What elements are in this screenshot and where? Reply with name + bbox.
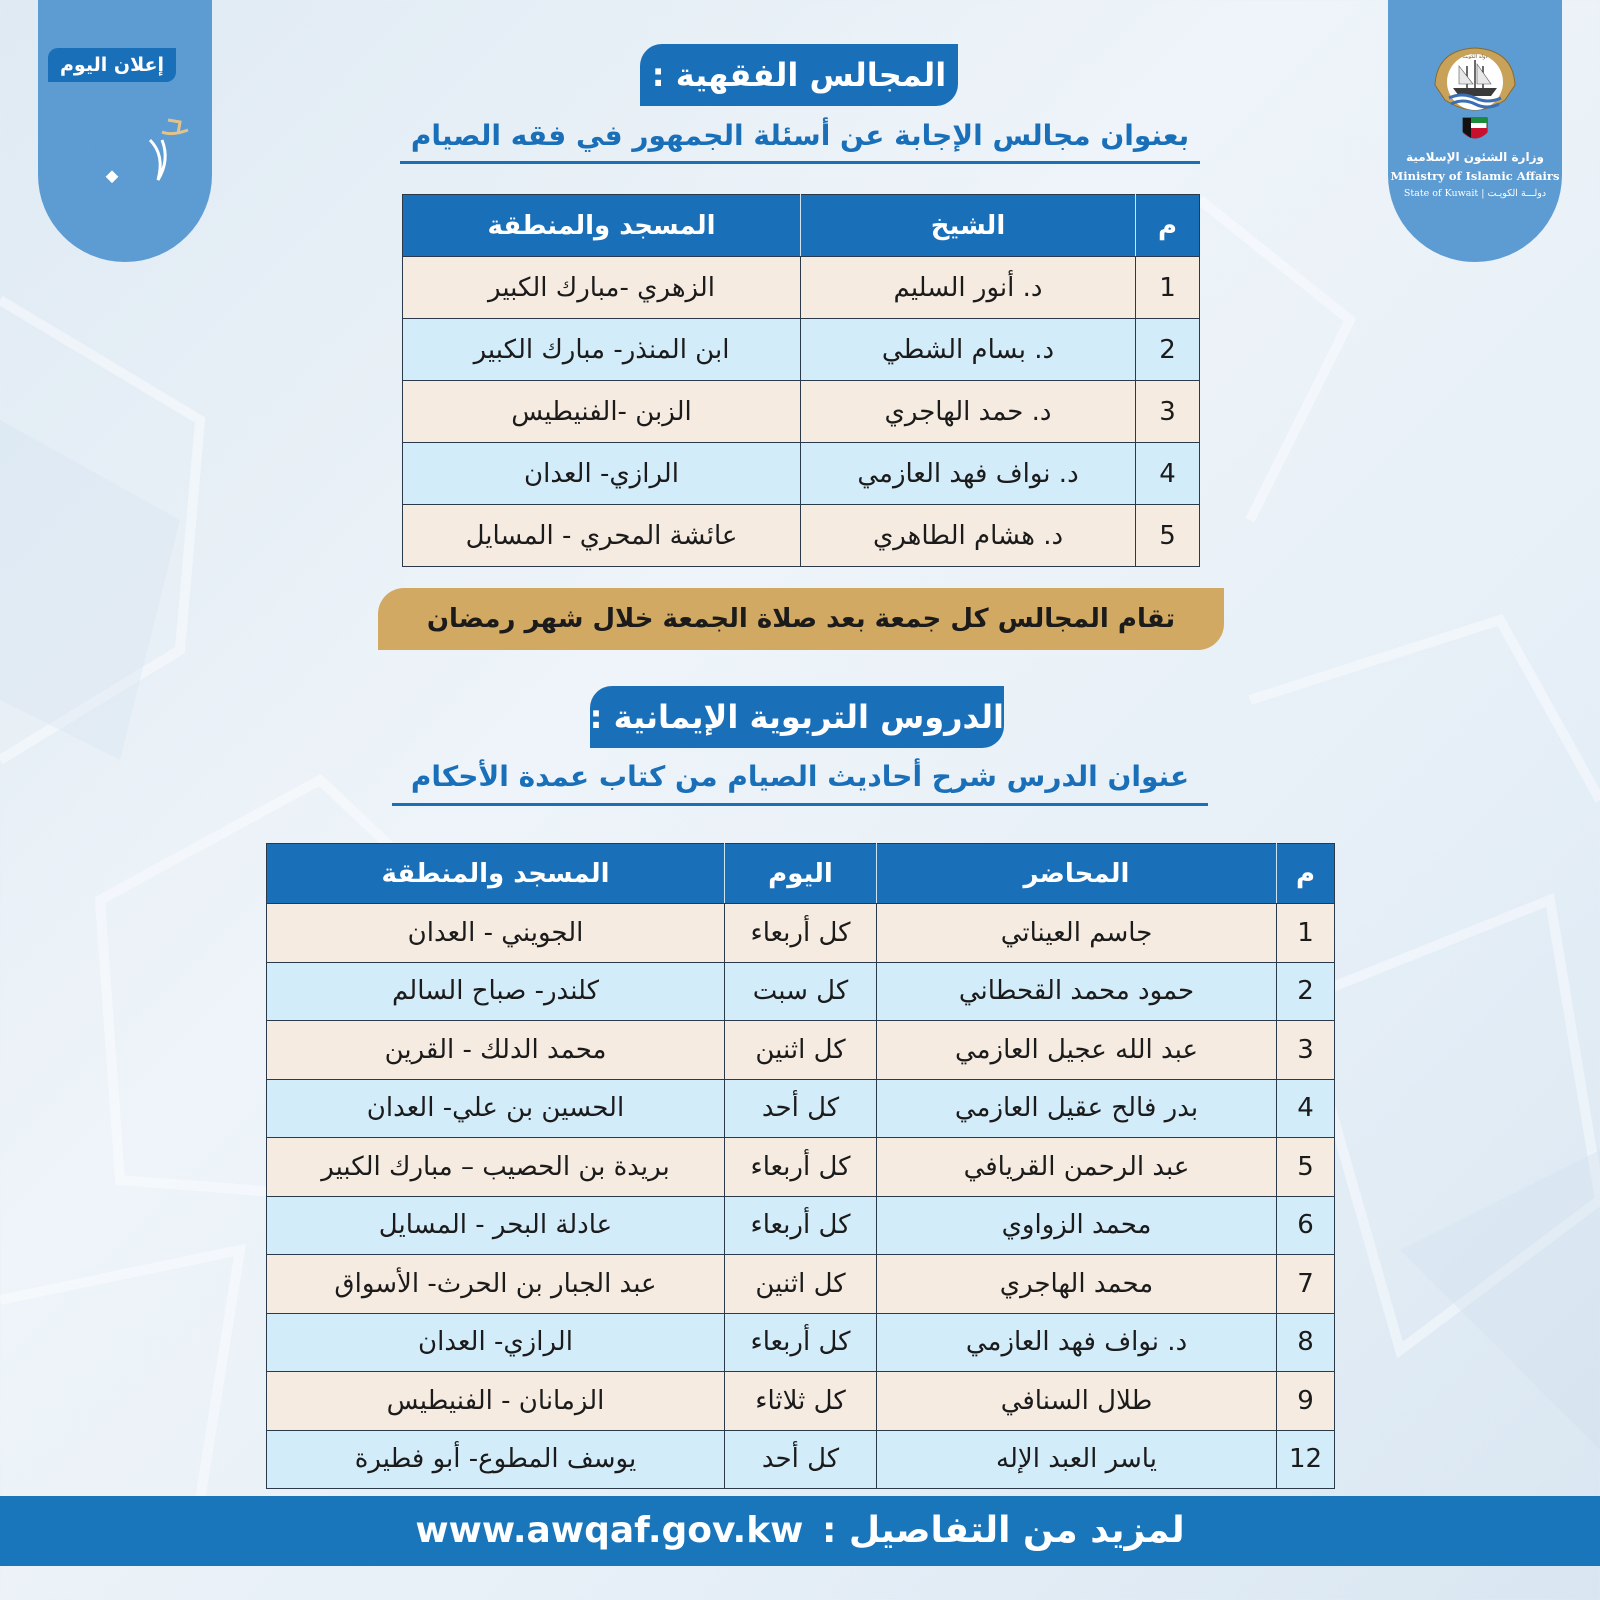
cell-lecturer: محمد الهاجري [877,1255,1277,1314]
table-row [267,1196,1335,1255]
footer-bar [0,1496,1600,1566]
cell-mosque: عبد الجبار بن الحرث- الأسواق [267,1255,725,1314]
cell-day: كل سبت [725,962,877,1021]
schedule-note-banner: تقام المجالس كل جمعة بعد صلاة الجمعة خلال شهر رمضان [378,588,1224,650]
kuwait-emblem-icon [1425,40,1525,150]
header-mosque: المسجد والمنطقة [403,195,801,257]
cell-n: 2 [1136,319,1200,381]
cell-n: 1 [1136,257,1200,319]
ramadan-crescent-logo-icon [50,100,200,220]
footer-label: لمزيد من التفاصيل : [821,1510,1185,1551]
cell-n: 4 [1136,443,1200,505]
header-lecturer: المحاضر [877,844,1277,904]
table-row [403,319,1200,381]
cell-lecturer: عبد الرحمن القريافي [877,1138,1277,1197]
cell-day: كل اثنين [725,1255,877,1314]
ministry-name-english: Ministry of Islamic Affairs [1390,169,1560,183]
cell-mosque: يوسف المطوع- أبو فطيرة [267,1430,725,1489]
cell-mosque: الرازي- العدان [267,1313,725,1372]
cell-day: كل أربعاء [725,1196,877,1255]
cell-lecturer: حمود محمد القحطاني [877,962,1277,1021]
fiqh-councils-table [402,194,1200,567]
cell-day: كل أربعاء [725,1313,877,1372]
table-row [267,962,1335,1021]
table-row [267,1255,1335,1314]
cell-mosque: الحسين بن علي- العدان [267,1079,725,1138]
header-day: اليوم [725,844,877,904]
cell-lecturer: طلال السنافي [877,1372,1277,1431]
header-number: م [1277,844,1335,904]
cell-mosque: الزمانان - الفنيطيس [267,1372,725,1431]
cell-lecturer: بدر فالح عقيل العازمي [877,1079,1277,1138]
table-row [267,1138,1335,1197]
state-english: State of Kuwait [1403,188,1479,199]
ministry-name-arabic: وزارة الشئون الإسلامية [1406,150,1544,164]
cell-n: 1 [1277,904,1335,963]
table-header-row [267,844,1335,904]
table-row [267,904,1335,963]
cell-mosque: ابن المنذر- مبارك الكبير [403,319,801,381]
table-row [267,1313,1335,1372]
section2-title: الدروس التربوية الإيمانية : [590,686,1004,748]
table-header-row [403,195,1200,257]
cell-mosque: بريدة بن الحصيب – مبارك الكبير [267,1138,725,1197]
table-row [403,443,1200,505]
table-row [403,505,1200,567]
header-number: م [1136,195,1200,257]
cell-sheikh: د. حمد الهاجري [801,381,1136,443]
today-announcement-badge: إعلان اليوم [48,48,176,82]
cell-day: كل أربعاء [725,904,877,963]
emblem-text: دولة الكويت [1462,54,1488,60]
cell-lecturer: ياسر العبد الإله [877,1430,1277,1489]
section2-subtitle: عنوان الدرس شرح أحاديث الصيام من كتاب عمدة الأحكام [392,752,1208,806]
ramadan-logo-tab [38,0,212,262]
lessons-table [266,843,1335,1489]
state-label [1388,188,1562,199]
cell-n: 6 [1277,1196,1335,1255]
cell-lecturer: محمد الزواوي [877,1196,1277,1255]
cell-mosque: الزبن -الفنيطيس [403,381,801,443]
cell-mosque: عائشة المحري - المسايل [403,505,801,567]
table-row [267,1079,1335,1138]
cell-n: 2 [1277,962,1335,1021]
cell-day: كل ثلاثاء [725,1372,877,1431]
cell-n: 8 [1277,1313,1335,1372]
cell-lecturer: جاسم العيناتي [877,904,1277,963]
table-row [267,1430,1335,1489]
cell-day: كل أحد [725,1079,877,1138]
cell-n: 12 [1277,1430,1335,1489]
section1-title: المجالس الفقهية : [640,44,958,106]
cell-sheikh: د. نواف فهد العازمي [801,443,1136,505]
cell-n: 5 [1277,1138,1335,1197]
cell-mosque: كلندر- صباح السالم [267,962,725,1021]
table-row [267,1372,1335,1431]
table-row [403,381,1200,443]
cell-mosque: محمد الدلك - القرين [267,1021,725,1080]
cell-n: 3 [1136,381,1200,443]
cell-day: كل أربعاء [725,1138,877,1197]
ministry-logo-tab [1388,0,1562,262]
cell-mosque: الرازي- العدان [403,443,801,505]
cell-n: 5 [1136,505,1200,567]
cell-sheikh: د. أنور السليم [801,257,1136,319]
state-separator: | [1481,188,1488,199]
cell-sheikh: د. بسام الشطي [801,319,1136,381]
table-row [267,1021,1335,1080]
table-row [403,257,1200,319]
section1-subtitle: بعنوان مجالس الإجابة عن أسئلة الجمهور في فقه الصيام [400,112,1200,164]
website-link[interactable]: www.awqaf.gov.kw [415,1510,804,1551]
cell-mosque: الزهري -مبارك الكبير [403,257,801,319]
state-arabic: دولـــة الكويـت [1487,188,1547,199]
cell-day: كل اثنين [725,1021,877,1080]
header-mosque: المسجد والمنطقة [267,844,725,904]
cell-lecturer: د. نواف فهد العازمي [877,1313,1277,1372]
cell-n: 3 [1277,1021,1335,1080]
cell-n: 4 [1277,1079,1335,1138]
cell-lecturer: عبد الله عجيل العازمي [877,1021,1277,1080]
cell-mosque: عادلة البحر - المسايل [267,1196,725,1255]
cell-day: كل أحد [725,1430,877,1489]
header-sheikh: الشيخ [801,195,1136,257]
cell-n: 9 [1277,1372,1335,1431]
cell-sheikh: د. هشام الطاهري [801,505,1136,567]
cell-mosque: الجويني - العدان [267,904,725,963]
cell-n: 7 [1277,1255,1335,1314]
